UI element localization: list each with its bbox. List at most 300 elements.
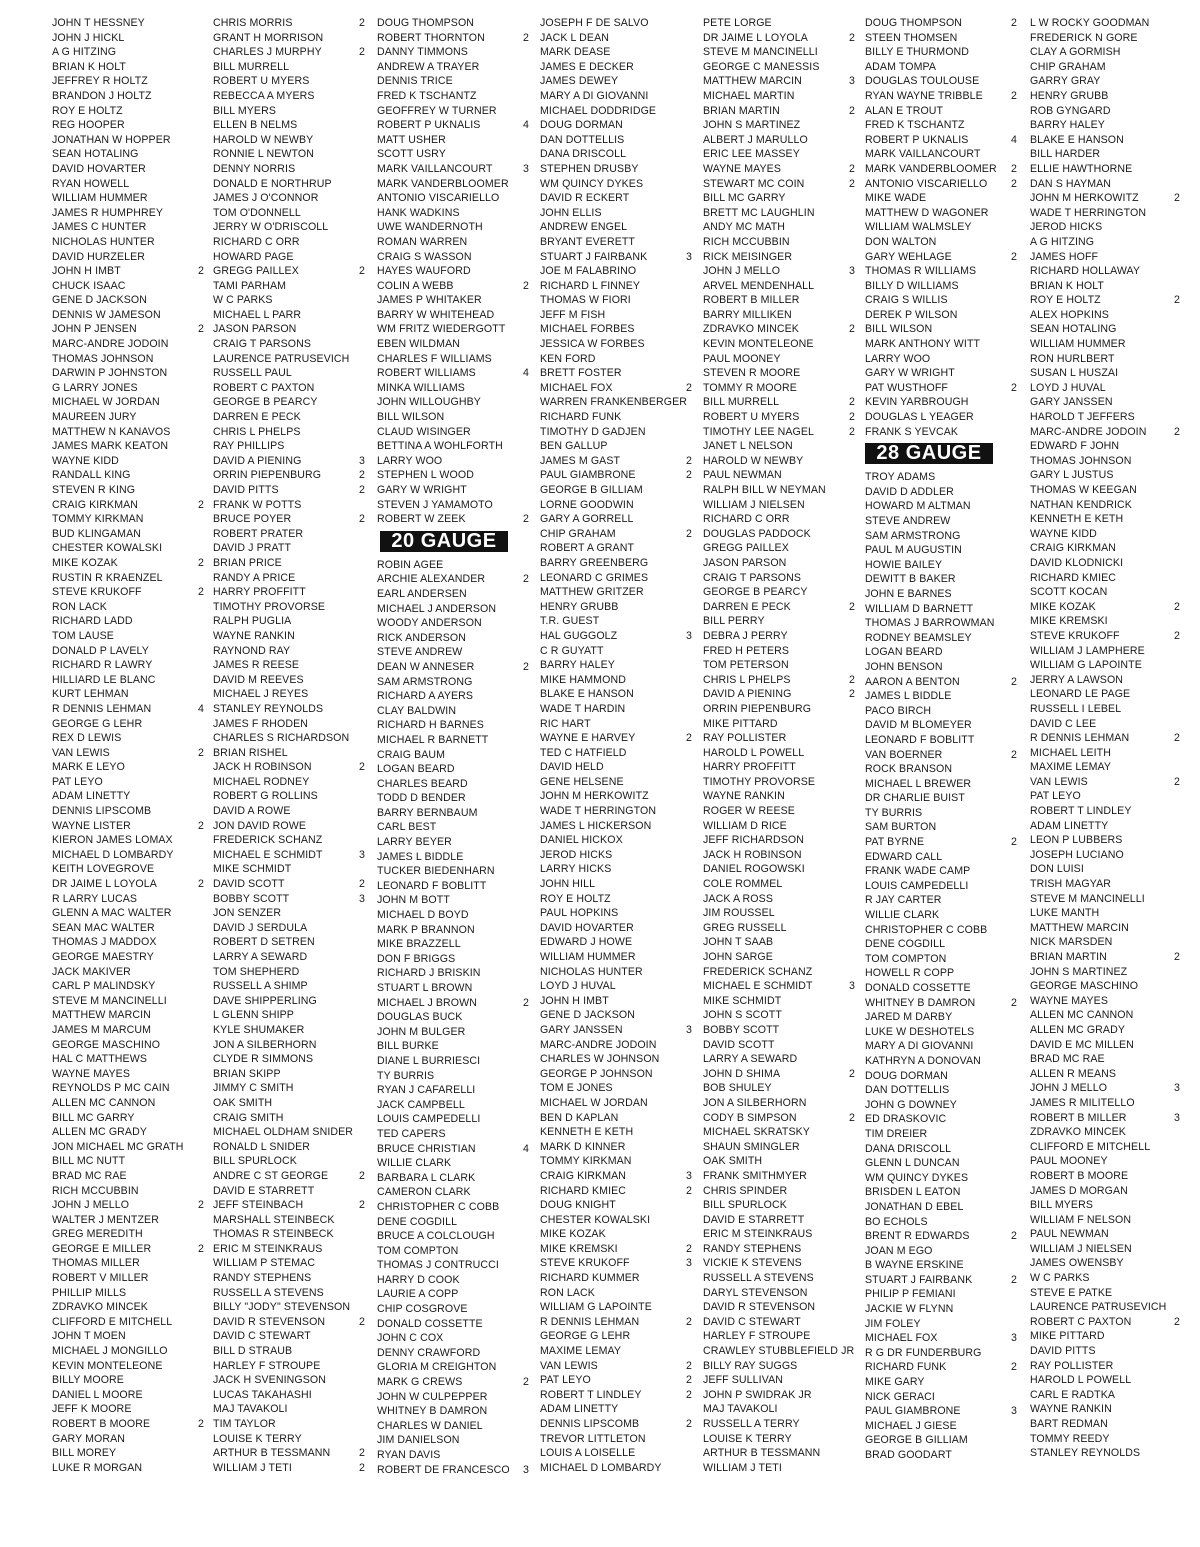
list-item [52, 775, 204, 790]
shooter-name: ARVEL MENDENHALL [703, 279, 815, 292]
shooter-name: FRED K TSCHANTZ [377, 89, 477, 102]
count-value: 2 [198, 746, 204, 759]
list-item [213, 31, 365, 46]
list-item [865, 1127, 1017, 1142]
list-item [703, 439, 855, 454]
list-item [703, 322, 855, 337]
list-item [540, 410, 692, 425]
shooter-name: RAY PHILLIPS [213, 440, 285, 453]
shooter-name: WILLIAM J NIELSEN [703, 498, 805, 511]
shooter-name: GEORGE MAESTRY [52, 951, 154, 963]
list-item [540, 527, 692, 542]
list-item [377, 1069, 529, 1084]
list-item [865, 675, 1017, 690]
shooter-name: MATTHEW D WAGONER [865, 206, 989, 219]
shooter-name: JEFF RICHARDSON [703, 834, 804, 847]
list-item [540, 1154, 692, 1169]
list-item [52, 746, 204, 761]
count-value: 2 [198, 265, 204, 278]
count-value: 2 [1011, 748, 1017, 761]
shooter-name: MICHAEL MARTIN [703, 89, 795, 102]
list-item [213, 1256, 365, 1271]
list-item [865, 1171, 1017, 1186]
list-item [540, 1242, 692, 1257]
count-value: 3 [849, 265, 855, 278]
shooter-name: RUSSELL A TERRY [703, 1418, 800, 1430]
shooter-name: JEFF M FISH [540, 308, 606, 321]
list-item [377, 206, 529, 221]
list-item [213, 979, 365, 994]
list-item [1030, 89, 1180, 104]
shooter-name: DENE COGDILL [865, 938, 946, 951]
list-item [865, 45, 1017, 60]
list-item [540, 819, 692, 834]
shooter-name: HAL GUGGOLZ [540, 629, 618, 642]
list-item [1030, 410, 1180, 425]
list-item [865, 558, 1017, 573]
list-item [703, 1140, 855, 1155]
shooter-name: RICHARD HOLLAWAY [1030, 265, 1141, 278]
list-item [213, 1300, 365, 1315]
shooter-name: WAYNE MAYES [703, 162, 782, 175]
list-item [213, 1052, 365, 1067]
list-item [213, 352, 365, 367]
list-item [52, 337, 204, 352]
list-item [213, 1286, 365, 1301]
shooter-name: ADAM LINETTY [1030, 819, 1109, 832]
shooter-name: VAN LEWIS [1030, 775, 1088, 788]
list-item [540, 1286, 692, 1301]
shooter-name: BETTINA A WOHLFORTH [377, 440, 503, 453]
list-item [213, 1417, 365, 1432]
count-value: 3 [359, 848, 365, 861]
shooter-name: ROCK BRANSON [865, 763, 953, 776]
shooter-name: PAUL HOPKINS [540, 907, 619, 920]
shooter-name: DAVID A PIENING [703, 688, 792, 701]
shooter-name: MICHAEL RODNEY [213, 775, 310, 788]
shooter-name: BILL MURRELL [703, 396, 780, 409]
shooter-name: JACK MAKIVER [52, 965, 131, 978]
shooter-name: SAM BURTON [865, 821, 937, 834]
shooter-name: ROBERT A GRANT [540, 542, 635, 555]
list-item [1030, 1008, 1180, 1023]
list-item [213, 104, 365, 119]
count-value: 2 [849, 673, 855, 686]
shooter-name: GREG RUSSELL [703, 921, 787, 934]
shooter-name: GLENN A MAC WALTER [52, 907, 172, 920]
count-value: 2 [359, 513, 365, 526]
shooter-name: JONATHAN W HOPPER [52, 133, 171, 146]
shooter-name: GEORGE MASCHINO [1030, 980, 1139, 993]
shooter-name: HAL C MATTHEWS [52, 1053, 147, 1066]
shooter-name: JON MICHAEL MC GRATH [52, 1140, 184, 1153]
list-item [213, 147, 365, 162]
list-item [52, 454, 204, 469]
shooter-name: RODNEY BEAMSLEY [865, 631, 972, 644]
shooter-name: ZDRAVKO MINCEK [1030, 1126, 1126, 1139]
count-value: 2 [1011, 250, 1017, 263]
list-item [213, 16, 365, 31]
gauge-section-header: 28 GAUGE [865, 443, 993, 464]
list-item [865, 1302, 1017, 1317]
list-item [1030, 702, 1180, 717]
shooter-name: DOUGLAS BUCK [377, 1011, 463, 1024]
shooter-name: MARK VANDERBLOOMER [377, 177, 509, 190]
list-item [540, 1432, 692, 1447]
shooter-name: GARY L JUSTUS [1030, 469, 1114, 482]
shooter-name: BO ECHOLS [865, 1215, 928, 1228]
shooter-name: HAROLD W NEWBY [703, 454, 804, 467]
shooter-name: WADE T HERRINGTON [1030, 206, 1147, 219]
shooter-name: TOM COMPTON [377, 1244, 459, 1257]
list-item [52, 16, 204, 31]
shooter-name: WAYNE MAYES [1030, 994, 1109, 1007]
list-item [703, 395, 855, 410]
shooter-name: JACK H ROBINSON [213, 761, 312, 774]
list-item [52, 512, 204, 527]
shooter-name: HAROLD L POWELL [703, 746, 805, 759]
shooter-name: JERRY W O'DRISCOLL [213, 221, 329, 234]
shooter-name: STEVEN R MOORE [703, 367, 801, 380]
shooter-name: MAJ TAVAKOLI [703, 1403, 778, 1416]
shooter-name: KEN FORD [540, 352, 596, 365]
shooter-name: R LARRY LUCAS [52, 892, 138, 905]
list-item [52, 45, 204, 60]
list-item [540, 658, 692, 673]
list-item [377, 572, 529, 587]
list-item [703, 1052, 855, 1067]
count-value: 2 [686, 1315, 692, 1328]
list-item [1030, 512, 1180, 527]
shooter-name: JOHN ELLIS [540, 206, 602, 219]
list-item [377, 645, 529, 660]
shooter-name: DEWITT B BAKER [865, 573, 956, 586]
list-item [1030, 147, 1180, 162]
shooter-name: DAVID R STEVENSON [213, 1315, 326, 1328]
shooter-name: MARK VANDERBLOOMER [865, 162, 997, 175]
shooter-name: JEROD HICKS [540, 848, 613, 861]
shooter-name: WHITNEY B DAMRON [865, 996, 976, 1009]
shooter-name: PETE LORGE [703, 17, 772, 29]
shooter-name: JOHN J MELLO [1030, 1082, 1108, 1095]
list-item [52, 60, 204, 75]
list-item [213, 804, 365, 819]
count-value: 2 [198, 586, 204, 599]
shooter-name: TOM SHEPHERD [213, 965, 300, 978]
shooter-name: JOE M FALABRINO [540, 265, 637, 278]
shooter-name: JESSICA W FORBES [540, 338, 645, 351]
list-item [52, 1242, 204, 1257]
shooter-name: CRAIG KIRKMAN [1030, 542, 1117, 555]
shooter-name: CHIP GRAHAM [540, 527, 616, 540]
list-item [865, 704, 1017, 719]
shooter-name: JOHN WILLOUGHBY [377, 396, 481, 409]
shooter-name: HARRY PROFFITT [213, 586, 306, 599]
count-value: 3 [849, 75, 855, 88]
list-item [865, 308, 1017, 323]
shooter-name: DAVID HOVARTER [52, 162, 146, 175]
list-item [703, 1111, 855, 1126]
shooter-name: TIMOTHY PROVORSE [703, 775, 816, 788]
list-item [52, 1432, 204, 1447]
shooter-name: GREGG PAILLEX [703, 542, 789, 555]
list-item [52, 250, 204, 265]
list-item [540, 366, 692, 381]
list-item [52, 468, 204, 483]
shooter-name: SCOTT KOCAN [1030, 586, 1108, 599]
shooter-name: ROGER W REESE [703, 805, 795, 818]
shooter-name: JAMES M MARCUM [52, 1023, 152, 1036]
list-item [865, 864, 1017, 879]
shooter-name: TODD D BENDER [377, 792, 466, 805]
list-item [52, 717, 204, 732]
shooter-name: T.R. GUEST [540, 615, 600, 628]
shooter-name: BRIAN PRICE [213, 556, 282, 569]
shooter-name: WM QUINCY DYKES [865, 1171, 969, 1184]
shooter-name: WAYNE RANKIN [213, 629, 295, 642]
shooter-name: JOHN M BULGER [377, 1025, 466, 1038]
list-item [703, 89, 855, 104]
count-value: 2 [1174, 425, 1180, 438]
shooter-name: ROBERT C PAXTON [1030, 1315, 1132, 1328]
shooter-name: GEOFFREY W TURNER [377, 104, 497, 117]
list-item [540, 220, 692, 235]
shooter-name: R DENNIS LEHMAN [540, 1315, 640, 1328]
list-item [703, 906, 855, 921]
shooter-name: MARK D KINNER [540, 1140, 626, 1153]
shooter-name: ROBIN AGEE [377, 558, 444, 571]
list-item [540, 74, 692, 89]
shooter-name: ARCHIE ALEXANDER [377, 573, 486, 586]
list-item [540, 921, 692, 936]
list-item [703, 848, 855, 863]
list-item [52, 133, 204, 148]
list-item [377, 966, 529, 981]
list-item [703, 1198, 855, 1213]
list-item [213, 1329, 365, 1344]
list-item [865, 1273, 1017, 1288]
shooter-name: STEVE KRUKOFF [52, 586, 142, 599]
list-item [52, 1417, 204, 1432]
shooter-name: MARK ANTHONY WITT [865, 338, 981, 351]
list-item [377, 395, 529, 410]
count-value: 2 [1174, 951, 1180, 963]
list-item [540, 1023, 692, 1038]
list-item [52, 585, 204, 600]
list-item [377, 1098, 529, 1113]
shooter-name: WILLIAM J LAMPHERE [1030, 644, 1145, 657]
list-item [865, 1287, 1017, 1302]
list-item [52, 877, 204, 892]
shooter-name: BEN D KAPLAN [540, 1111, 619, 1124]
shooter-name: CHARLES W JOHNSON [540, 1053, 660, 1066]
list-item [377, 381, 529, 396]
list-item [865, 748, 1017, 763]
shooter-name: JAMES MARK KEATON [52, 440, 169, 453]
shooter-name: CHIP COSGROVE [377, 1303, 468, 1316]
list-item [213, 45, 365, 60]
shooter-name: CLAY BALDWIN [377, 704, 457, 717]
list-item [52, 979, 204, 994]
shooter-name: MICHAEL FOX [865, 1332, 938, 1345]
list-item [865, 1360, 1017, 1375]
shooter-name: CHESTER KOWALSKI [540, 1213, 651, 1226]
list-item [1030, 206, 1180, 221]
list-item [377, 1200, 529, 1215]
list-item [865, 1083, 1017, 1098]
list-item [703, 1271, 855, 1286]
list-item [1030, 614, 1180, 629]
list-item [52, 410, 204, 425]
list-item [540, 1359, 692, 1374]
shooter-name: DR JAIME L LOYOLA [703, 31, 808, 44]
list-item [540, 892, 692, 907]
shooter-name: RYAN DAVIS [377, 1449, 441, 1461]
shooter-name: ANDY MC MATH [703, 221, 786, 234]
shooter-name: WOODY ANDERSON [377, 617, 482, 630]
list-item [703, 1023, 855, 1038]
shooter-name: GENE D JACKSON [540, 1009, 635, 1022]
list-item [1030, 789, 1180, 804]
list-item [1030, 717, 1180, 732]
shooter-name: ORRIN PIEPENBURG [213, 469, 322, 482]
shooter-name: MAUREEN JURY [52, 411, 137, 424]
count-value: 2 [849, 104, 855, 117]
shooter-name: BRUCE CHRISTIAN [377, 1142, 476, 1155]
list-item [703, 1154, 855, 1169]
shooter-name: MIKE KOZAK [540, 1228, 606, 1241]
shooter-name: STUART L BROWN [377, 982, 473, 994]
shooter-name: MICHAEL J ANDERSON [377, 602, 497, 615]
shooter-name: JON A SILBERHORN [213, 1038, 317, 1051]
list-item [703, 687, 855, 702]
shooter-name: TIM TAYLOR [213, 1418, 276, 1430]
list-item [52, 1329, 204, 1344]
list-item [1030, 1417, 1180, 1432]
shooter-name: ED DRASKOVIC [865, 1113, 947, 1126]
shooter-name: GARY JANSSEN [1030, 396, 1113, 409]
shooter-name: TOM PETERSON [703, 659, 789, 672]
shooter-name: LAURENCE PATRUSEVICH [213, 352, 350, 365]
list-item [540, 1402, 692, 1417]
shooter-name: RICHARD L FINNEY [540, 279, 641, 292]
shooter-name: MIKE KREMSKI [1030, 615, 1108, 628]
shooter-name: RICHARD KMIEC [540, 1184, 627, 1197]
shooter-name: JOHN W CULPEPPER [377, 1390, 488, 1403]
list-item [1030, 1359, 1180, 1374]
list-item [377, 439, 529, 454]
shooter-name: WM FRITZ WIEDERGOTT [377, 323, 506, 336]
shooter-name: STEWART MC COIN [703, 177, 805, 190]
shooter-name: GARY W WRIGHT [377, 484, 467, 496]
count-value: 2 [1174, 294, 1180, 307]
list-item [52, 104, 204, 119]
shooter-name: DANIEL HICKOX [540, 834, 623, 847]
count-value: 2 [686, 1184, 692, 1197]
shooter-name: JIM FOLEY [865, 1317, 921, 1330]
shooter-name: BRISDEN L EATON [865, 1186, 961, 1199]
list-item [377, 118, 529, 133]
shooter-name: HARLEY F STROUPE [703, 1330, 811, 1343]
shooter-name: MIKE SCHMIDT [703, 994, 782, 1007]
shooter-name: FRANK WADE CAMP [865, 865, 971, 878]
list-item [377, 454, 529, 469]
list-item [540, 614, 692, 629]
list-item [540, 191, 692, 206]
list-item [213, 1096, 365, 1111]
shooter-name: EDWARD J HOWE [540, 936, 633, 949]
list-item [377, 1127, 529, 1142]
list-item [213, 191, 365, 206]
list-item [703, 1359, 855, 1374]
list-item [52, 1256, 204, 1271]
shooter-name: JOHN P JENSEN [52, 323, 137, 336]
list-item [703, 731, 855, 746]
shooter-name: DAVID M REEVES [213, 673, 304, 686]
list-item [1030, 731, 1180, 746]
list-item [865, 908, 1017, 923]
shooter-name: MARK G CREWS [377, 1376, 463, 1389]
shooter-name: GREG MEREDITH [52, 1228, 143, 1241]
shooter-name: PAT BYRNE [865, 836, 925, 849]
count-value: 2 [686, 732, 692, 745]
list-item [703, 862, 855, 877]
shooter-name: BILL WILSON [865, 323, 933, 336]
shooter-name: A G HITZING [52, 46, 117, 59]
list-item [703, 45, 855, 60]
list-item [540, 206, 692, 221]
list-item [703, 950, 855, 965]
list-item [1030, 556, 1180, 571]
list-item [540, 1256, 692, 1271]
shooter-name: RICH MCCUBBIN [52, 1184, 139, 1197]
shooter-name: CRAIG S WILLIS [865, 294, 948, 307]
list-item [865, 235, 1017, 250]
list-item [865, 1069, 1017, 1084]
list-item [703, 381, 855, 396]
list-item [540, 235, 692, 250]
shooter-name: VAN BOERNER [865, 748, 943, 761]
list-item [540, 250, 692, 265]
list-item [52, 1446, 204, 1461]
list-item [52, 322, 204, 337]
list-item [540, 162, 692, 177]
list-item [213, 1373, 365, 1388]
list-item [213, 789, 365, 804]
list-item [865, 660, 1017, 675]
shooter-name: BILL SPURLOCK [703, 1199, 787, 1212]
list-item [703, 177, 855, 192]
shooter-name: JAMES L BIDDLE [377, 850, 464, 863]
list-item [1030, 979, 1180, 994]
shooter-name: HARRY PROFFITT [703, 761, 796, 774]
shooter-name: JOHN E BARNES [865, 587, 952, 600]
shooter-name: NICHOLAS HUNTER [52, 235, 155, 248]
shooter-name: DOUG DORMAN [865, 1069, 948, 1082]
shooter-name: GEORGE B PEARCY [703, 586, 808, 599]
shooter-name: VAN LEWIS [540, 1359, 598, 1372]
shooter-name: RONALD L SNIDER [213, 1140, 311, 1153]
shooter-name: PAUL M AUGUSTIN [865, 544, 962, 557]
list-item [703, 833, 855, 848]
shooter-name: RICHARD LADD [52, 615, 133, 628]
shooter-name: LUCAS TAKAHASHI [213, 1388, 312, 1401]
shooter-name: G LARRY JONES [52, 381, 138, 394]
shooter-name: ADAM LINETTY [52, 790, 131, 803]
shooter-name: LUKE W DESHOTELS [865, 1025, 975, 1038]
list-item [52, 658, 204, 673]
shooter-name: BILLY E THURMOND [865, 46, 970, 59]
